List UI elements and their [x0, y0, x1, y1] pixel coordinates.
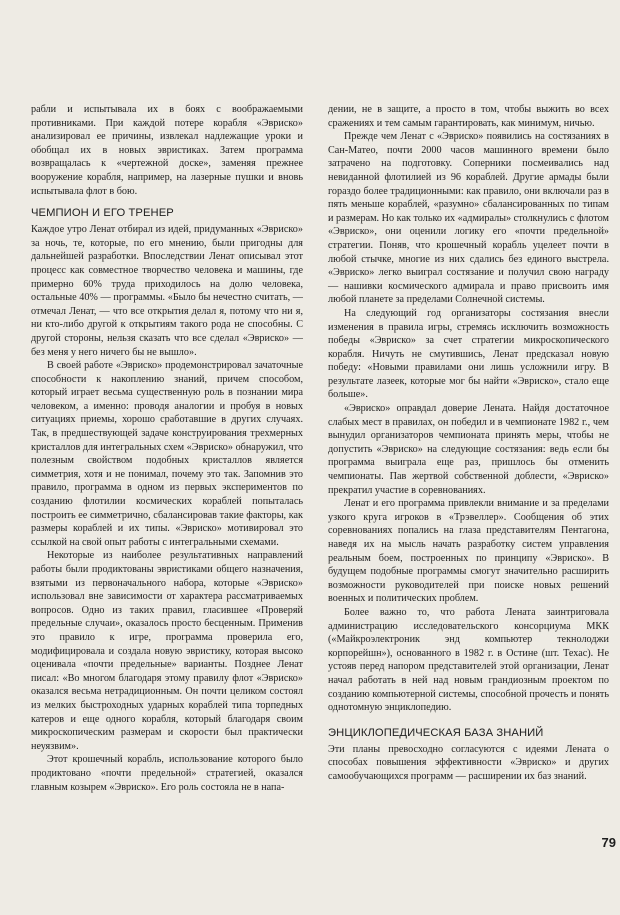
section-heading: ЭНЦИКЛОПЕДИЧЕСКАЯ БАЗА ЗНАНИЙ	[328, 726, 544, 739]
right-column	[328, 103, 609, 784]
paragraph: Некоторые из наиболее результативных направлений работы были продиктованы эвристиками общего назначения, взятыми из первоначального набора, которые «Эвриско» использовал вне зависимости от характера рассматриваемых вопросов. Одно из таких правил, гласившее «Проверяй предельные случаи», оказалось просто бесценным. Применив это правило к игре, программа проверила его, модифицировала и создала новую эвристику, которая высоко оценивала «почти предельные» варианты. Позднее Ленат писал: «Во многом благодаря этому правилу флот «Эвриско» оказался весьма нетрадиционным. Он почти целиком состоял из мелких быстроходных ударных кораблей типа торпедных катеров и еще одного корабля, который благодаря своим микроскопическим размерам и скорости был практически неуязвим».	[31, 550, 303, 752]
paragraph: Этот крошечный корабль, использование которого было продиктовано «почти предельной» стратегией, оказался главным козырем «Эвриско». Его роль состояла не в напа-	[31, 754, 303, 793]
paragraph: Эти планы превосходно согласуются с идеями Лената о способах повышения эффективности «Эвриско» и других самообучающихся программ — расширении их баз знаний.	[328, 743, 609, 782]
paragraph: Прежде чем Ленат с «Эвриско» появились на состязаниях в Сан-Матео, почти 2000 часов машинного времени было затрачено на подготовку. Соперники посмеивались над невиданной флотилией из 96 кораблей. Другие армады были гораздо более традиционными: как правило, они включали раз в пять меньше кораблей, «разумно» сбалансированных по типам и размерам. Но как только их «адмиралы» столкнулись с флотом «Эвриско», они оценили логику его «почти предельной» стратегии. Поняв, что крошечный корабль уцелеет почти в любой стычке, многие из них сдались без единого выстрела. «Эвриско» легко выиграл состязание и получил свою награду — нашивки космического адмирала и право присвоить имя любой планете за пределами Солнечной системы.	[328, 131, 609, 306]
section-heading: ЧЕМПИОН И ЕГО ТРЕНЕР	[31, 207, 174, 220]
paragraph: Ленат и его программа привлекли внимание и за пределами узкого круга игроков в «Трэвеллер». Сообщения об этих соревнованиях попались на глаза представителям Пентагона, наведя их на мысль начать разработку систем управления реальным боем, построенных по принципу «Эвриско». В будущем подобные программы смогут значительно расширить возможности руководителей при поиске новых решений военных и политических проблем.	[328, 498, 609, 605]
paragraph: Более важно то, что работа Лената заинтриговала администрацию исследовательского консорциума МКК («Майкроэлектроник энд компьютер текнолоджи корпорейшн»), основанного в 1982 г. в Остине (шт. Техас). Не устояв перед напором представителей этой организации, Ленат начал работать в ней над новым грандиозным проектом по созданию компьютерной системы, способной прочесть и понять однотомную энциклопедию.	[328, 606, 609, 714]
paragraph: дении, не в защите, а просто в том, чтобы выжить во всех сражениях и тем самым гарантировать, как минимум, ничью.	[328, 104, 609, 129]
paragraph: Каждое утро Ленат отбирал из идей, придуманных «Эвриско» за ночь, те, которые, по его мнению, были пригодны для дальнейшей разработки. Впоследствии Ленат описывал этот процесс как совместное творчество человека и машины, где примерно 60% труда приходилось на долю человека, остальные 40% — программы. «Было бы нечестно считать, — отмечал Ленат, — что все открытия делал я, потому что ни я, ни кто-либо другой к открытиям такого рода не способны. С другой стороны, нельзя сказать что все сделал «Эвриско» — без меня у него ничего бы не вышло».	[31, 224, 303, 358]
paragraph: В своей работе «Эвриско» продемонстрировал зачаточные способности к накоплению знаний, причем способом, который играет весьма существенную роль в познании мира человеком, а именно: проводя аналогии и пробуя в новых ситуациях приемы, хорошо сработавшие в других случаях. Так, в предшествующей задаче конструирования трехмерных кристаллов для интегральных схем «Эвриско» обнаружил, что полезным свойством подобных кристаллов является симметрия, хотя и не понимал, почему это так. Запомнив это правило, программа в одном из первых экспериментов по созданию флотилии космических кораблей попыталась построить ее симметрично, сбалансировав такие факторы, как размеры кораблей и их типы. «Эвриско» мотивировал это ссылкой на свой опыт работы с интегральными схемами.	[31, 360, 303, 548]
paragraph: рабли и испытывала их в боях с воображаемыми противниками. При каждой потере корабля «Эвриско» анализировал ее причины, извлекал надлежащие уроки и обобщал их в новых эвристиках. Затем программа возвращалась к «чертежной доске», заменяя прежнее вооружение корабля, например, на лазерные пушки и вновь испытывала флот в бою.	[31, 104, 303, 197]
paragraph: «Эвриско» оправдал доверие Лената. Найдя достаточное слабых мест в правилах, он победил и в чемпионате 1982 г., чем вынудил организаторов чемпионата принять меры, чтобы не допустить «Эвриско» на следующие состязания: ведь если бы программа выиграла еще раз, пришлось бы отменить чемпионаты. Пав жертвой собственной доблести, «Эвриско» прекратил участие в соревнованиях.	[328, 403, 609, 496]
page-number: 79	[601, 835, 616, 850]
left-column	[31, 103, 303, 794]
paragraph: На следующий год организаторы состязания внесли изменения в правила игры, стремясь исключить возможность победы «Эвриско» за счет стратегии микроскопического корабля. Ничуть не смутившись, Ленат предсказал новую победу: «Новыми правилами они лишь усложнили игру. В результате лазеек, которые мог бы найти «Эвриско», стало еще больше».	[328, 307, 609, 401]
